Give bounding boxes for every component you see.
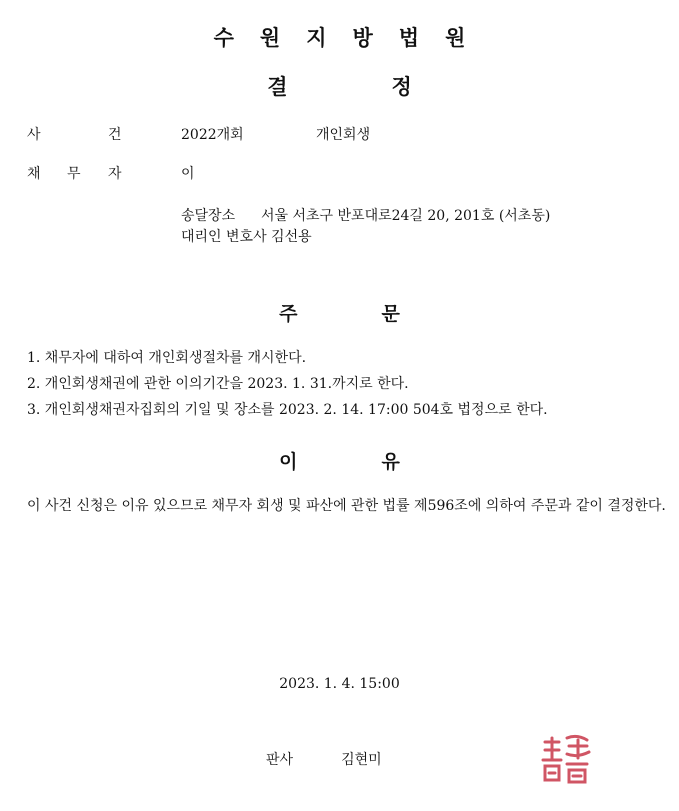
case-label-char: 사: [27, 127, 41, 143]
judge-signature: [266, 749, 382, 769]
debtor-label-char: 자: [108, 166, 122, 182]
case-number: 2022개회: [181, 127, 244, 143]
seal-stroke: [567, 764, 587, 782]
seal-stroke: [543, 738, 561, 760]
debtor-label-char: 채: [27, 166, 41, 182]
judge-seal-stamp: [537, 730, 595, 788]
list-item: 1. 채무자에 대하여 개인회생절차를 개시한다.: [27, 350, 307, 366]
case-label-char: 건: [108, 127, 122, 143]
reason-text: 이 사건 신청은 이유 있으므로 채무자 회생 및 파산에 관한 법률 제596조에 의하여 주문과 같이 결정한다.: [27, 498, 666, 514]
service-address: 서울 서초구 반포대로24길 20, 201호 (서초동): [261, 208, 551, 224]
court-name: 수 원 지 방 법 원: [213, 26, 466, 50]
debtor-name: 이: [181, 166, 195, 182]
judge-title: 판사: [266, 752, 294, 768]
address-label: 송달장소: [181, 208, 236, 224]
seal-stroke: [567, 736, 589, 758]
case-name: 개인회생: [316, 127, 371, 143]
judge-name: 김현미: [341, 752, 382, 768]
debtor-label-char: 무: [67, 166, 81, 182]
document-type: 결 정: [267, 75, 412, 99]
reason-title: 이 유: [279, 451, 400, 473]
decision-date: 2023. 1. 4. 15:00: [279, 676, 400, 692]
order-list: [27, 345, 548, 423]
seal-stroke: [545, 766, 559, 780]
list-item: 2. 개인회생채권에 관한 이의기간을 2023. 1. 31.까지로 한다.: [27, 376, 409, 392]
list-item: 3. 개인회생채권자집회의 기일 및 장소를 2023. 2. 14. 17:00 504호 법정으로 한다.: [27, 402, 548, 418]
representative: 대리인 변호사 김선용: [181, 229, 312, 245]
order-title: 주 문: [279, 303, 400, 325]
